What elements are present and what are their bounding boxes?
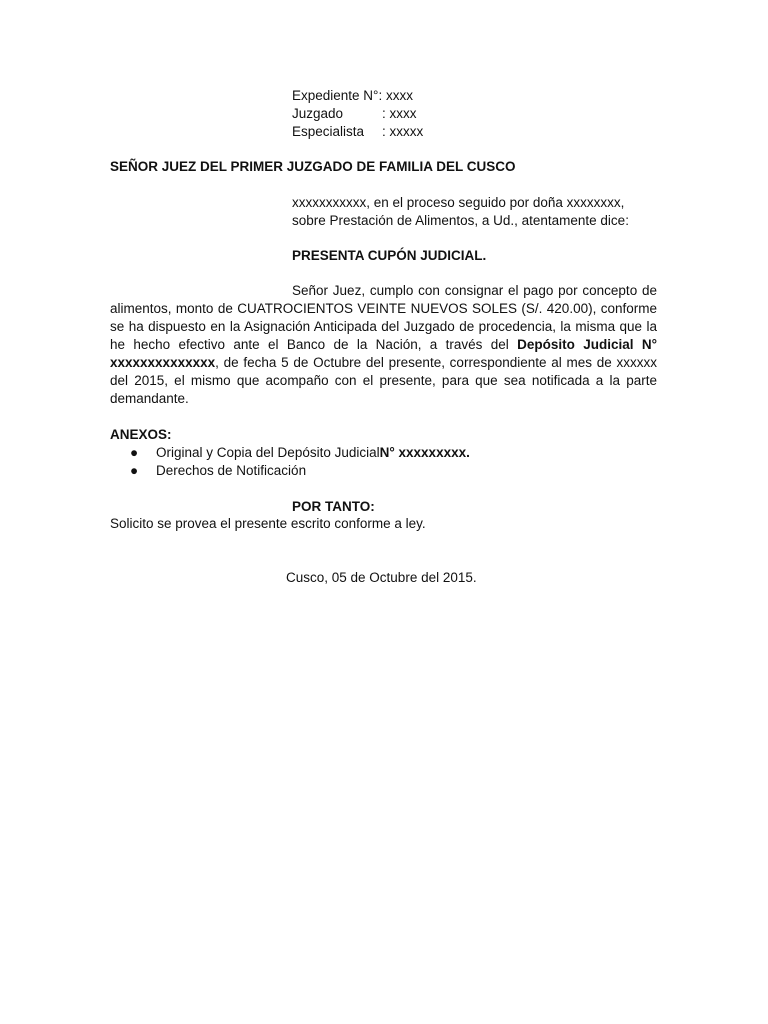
bullet-icon: ● (130, 445, 139, 460)
request-sentence: Solicito se provea el presente escrito conforme a ley. (110, 516, 426, 531)
especialista-label: Especialista (292, 124, 365, 139)
expediente-value: : xxxx (378, 88, 413, 103)
list-item (110, 444, 470, 462)
expediente-row (292, 87, 423, 105)
juzgado-value: : xxxx (382, 106, 417, 121)
intro-line-2: sobre Prestación de Alimentos, a Ud., atentamente dice: (292, 213, 629, 228)
juzgado-label: Juzgado (292, 106, 344, 121)
especialista-row (292, 123, 423, 141)
juzgado-row (292, 105, 423, 123)
anexos-list (110, 444, 470, 480)
body-text-part2: , de fecha 5 de Octubre del presente, correspondiente al mes de xxxxxx del 2015, el mismo que acompaño con el presente, para que sea notificada a la parte demandante. (110, 355, 657, 406)
especialista-value: : xxxxx (382, 124, 424, 139)
bullet-icon: ● (130, 463, 139, 478)
anexo-2-text: Derechos de Notificación (156, 463, 307, 478)
deposit-reference: Depósito Judicial N° xxxxxxxxxxxxxx (110, 337, 658, 370)
body-paragraph (110, 282, 657, 408)
expediente-label: Expediente N° (292, 88, 379, 103)
case-header (292, 87, 423, 141)
intro-line-1: xxxxxxxxxxx, en el proceso seguido por doña xxxxxxxx, (292, 195, 625, 210)
body-text-part1: Señor Juez, cumplo con consignar el pago por concepto de alimentos, monto de CUATROCIENTOS VEINTE NUEVOS SOLES (S/. 420.00), conforme se ha dispuesto en la Asignación Anticipada del Juzgado de procedencia, la misma que la he hecho efectivo ante el Banco de la Nación, a través del (110, 283, 657, 352)
document-title: PRESENTA CUPÓN JUDICIAL. (292, 248, 487, 263)
addressee: SEÑOR JUEZ DEL PRIMER JUZGADO DE FAMILIA DEL CUSCO (110, 159, 516, 174)
place-date: Cusco, 05 de Octubre del 2015. (286, 570, 477, 585)
intro-paragraph (292, 194, 657, 230)
anexo-1-number: N° xxxxxxxxx. (379, 445, 470, 460)
por-tanto-heading: POR TANTO: (292, 499, 375, 514)
list-item (110, 462, 470, 480)
anexo-1-text: Original y Copia del Depósito Judicial (156, 445, 380, 460)
anexos-heading: ANEXOS: (110, 427, 172, 442)
